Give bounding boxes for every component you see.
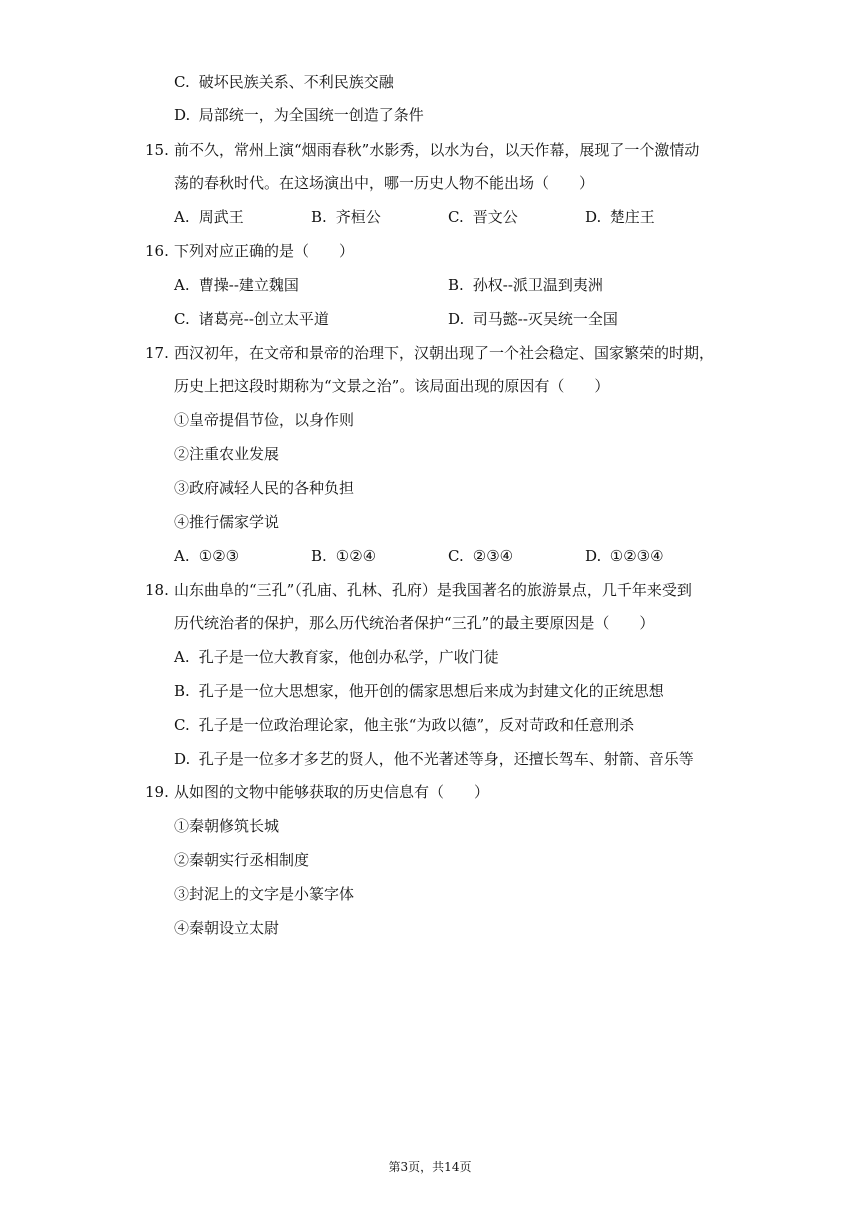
option-b [311, 207, 381, 227]
option-b [174, 681, 664, 701]
statement-item: ①皇帝提倡节俭，以身作则 [174, 411, 355, 429]
option-letter: A. [174, 648, 190, 666]
option-text: 局部统一，为全国统一创造了条件 [198, 106, 424, 124]
statement-item: ①秦朝修筑长城 [174, 817, 280, 835]
question-number: 17. [145, 344, 169, 362]
statement-item: ②注重农业发展 [174, 445, 280, 463]
option-text: 曹操--建立魏国 [198, 276, 299, 294]
option-text: 孙权--派卫温到夷洲 [472, 276, 603, 294]
option-d [174, 105, 424, 125]
option-b [311, 546, 376, 566]
option-d [585, 207, 655, 227]
option-letter: C. [174, 310, 190, 328]
option-letter: A. [174, 547, 190, 565]
option-text: 诸葛亮--创立太平道 [198, 310, 329, 328]
option-a [174, 647, 499, 667]
question-stem-line: 历代统治者的保护，那么历代统治者保护“三孔”的最主要原因是（ ） [174, 614, 655, 632]
option-b [448, 275, 603, 295]
option-d [448, 309, 618, 329]
question-number: 19. [145, 783, 169, 801]
statement-item: ④秦朝设立太尉 [174, 919, 280, 937]
option-text: ①②③④ [609, 547, 664, 565]
option-letter: B. [174, 682, 190, 700]
option-a [174, 275, 299, 295]
option-letter: B. [311, 547, 327, 565]
option-text: 周武王 [198, 208, 244, 226]
option-text: 破坏民族关系、不利民族交融 [198, 73, 394, 91]
question-number: 16. [145, 242, 169, 260]
option-letter: C. [174, 716, 190, 734]
statement-item: ③封泥上的文字是小篆字体 [174, 885, 355, 903]
option-a [174, 207, 244, 227]
option-text: 孔子是一位大教育家，他创办私学，广收门徒 [198, 648, 499, 666]
option-letter: C. [174, 73, 190, 91]
option-letter: B. [311, 208, 327, 226]
option-letter: A. [174, 276, 190, 294]
question-stem-line: 从如图的文物中能够获取的历史信息有（ ） [174, 783, 490, 801]
option-letter: B. [448, 276, 464, 294]
page-footer: 第3页，共14页 [388, 1160, 472, 1174]
option-a [174, 546, 239, 566]
option-letter: A. [174, 208, 190, 226]
statement-item: ③政府减轻人民的各种负担 [174, 479, 355, 497]
option-text: 孔子是一位多才多艺的贤人，他不光著述等身，还擅长驾车、射箭、音乐等 [198, 750, 694, 768]
option-c [448, 207, 518, 227]
question-stem-line: 山东曲阜的“三孔”（孔庙、孔林、孔府）是我国著名的旅游景点，几千年来受到 [174, 581, 692, 599]
option-letter: D. [174, 106, 191, 124]
option-text: ②③④ [472, 547, 514, 565]
option-text: 晋文公 [472, 208, 518, 226]
question-stem-line: 历史上把这段时期称为“文景之治”。该局面出现的原因有（ ） [174, 377, 610, 395]
question-stem-line: 下列对应正确的是（ ） [174, 242, 355, 260]
option-letter: D. [174, 750, 191, 768]
statement-item: ②秦朝实行丞相制度 [174, 851, 310, 869]
statement-item: ④推行儒家学说 [174, 513, 280, 531]
option-text: ①②③ [198, 547, 240, 565]
option-letter: D. [448, 310, 465, 328]
option-text: 司马懿--灭吴统一全国 [472, 310, 618, 328]
option-c [174, 72, 394, 92]
option-letter: C. [448, 208, 464, 226]
question-number: 15. [145, 141, 169, 159]
option-letter: D. [585, 208, 602, 226]
option-text: 齐桓公 [335, 208, 381, 226]
option-letter: C. [448, 547, 464, 565]
option-text: 孔子是一位政治理论家，他主张“为政以德”，反对苛政和任意刑杀 [198, 716, 635, 734]
option-text: 楚庄王 [609, 208, 655, 226]
option-text: 孔子是一位大思想家，他开创的儒家思想后来成为封建文化的正统思想 [198, 682, 664, 700]
question-stem-line: 西汉初年，在文帝和景帝的治理下，汉朝出现了一个社会稳定、国家繁荣的时期， [174, 344, 715, 362]
option-c [174, 715, 634, 735]
option-c [174, 309, 329, 329]
option-text: ①②④ [335, 547, 377, 565]
option-letter: D. [585, 547, 602, 565]
option-d [174, 749, 694, 769]
question-number: 18. [145, 581, 169, 599]
option-d [585, 546, 664, 566]
option-c [448, 546, 513, 566]
question-stem-line: 前不久，常州上演“烟雨春秋”水影秀，以水为台，以天作幕，展现了一个激情动 [174, 141, 700, 159]
question-stem-line: 荡的春秋时代。在这场演出中，哪一历史人物不能出场（ ） [174, 174, 595, 192]
